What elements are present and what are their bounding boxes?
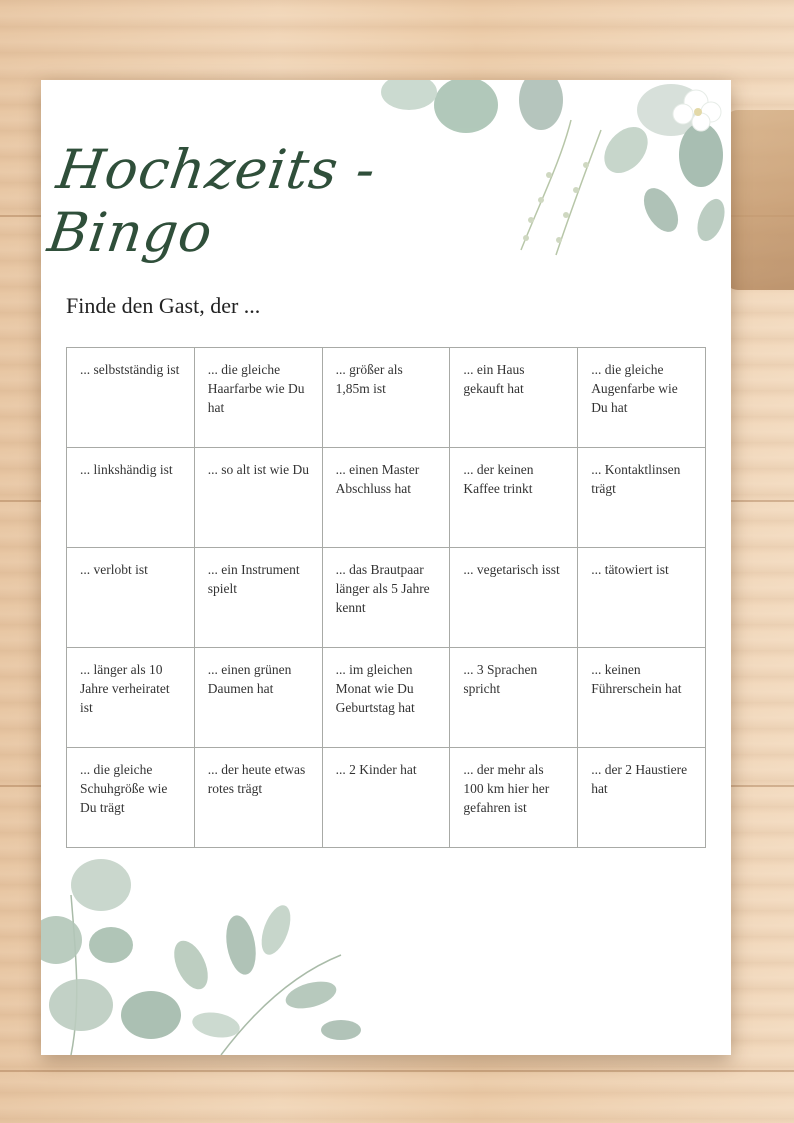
bingo-cell: ... der 2 Haustiere hat [578, 748, 706, 848]
bingo-row [67, 648, 706, 748]
bingo-cell: ... die gleiche Schuhgröße wie Du trägt [67, 748, 195, 848]
bingo-cell: ... so alt ist wie Du [194, 448, 322, 548]
bingo-cell: ... länger als 10 Jahre verheiratet ist [67, 648, 195, 748]
bingo-cell: ... einen grünen Daumen hat [194, 648, 322, 748]
wood-plank-seam [0, 1070, 794, 1072]
bingo-cell: ... 2 Kinder hat [322, 748, 450, 848]
bingo-cell: ... größer als 1,85m ist [322, 348, 450, 448]
bingo-cell: ... der keinen Kaffee trinkt [450, 448, 578, 548]
wooden-jar-prop [724, 110, 794, 290]
bingo-row [67, 748, 706, 848]
bingo-sheet [41, 80, 731, 1055]
bingo-row [67, 348, 706, 448]
bingo-cell: ... keinen Führerschein hat [578, 648, 706, 748]
bingo-cell: ... der heute etwas rotes trägt [194, 748, 322, 848]
bingo-cell: ... die gleiche Haarfarbe wie Du hat [194, 348, 322, 448]
bingo-cell: ... verlobt ist [67, 548, 195, 648]
bingo-row [67, 548, 706, 648]
bingo-cell: ... vegetarisch isst [450, 548, 578, 648]
bingo-cell: ... selbstständig ist [67, 348, 195, 448]
bingo-cell: ... der mehr als 100 km hier her gefahren ist [450, 748, 578, 848]
bingo-cell: ... das Brautpaar länger als 5 Jahre kennt [322, 548, 450, 648]
bingo-cell: ... linkshändig ist [67, 448, 195, 548]
eucalyptus-bottom-decoration [41, 855, 371, 1055]
bingo-cell: ... die gleiche Augenfarbe wie Du hat [578, 348, 706, 448]
bingo-cell: ... einen Master Abschluss hat [322, 448, 450, 548]
bingo-cell: ... tätowiert ist [578, 548, 706, 648]
bingo-cell: ... ein Instrument spielt [194, 548, 322, 648]
bingo-cell: ... ein Haus gekauft hat [450, 348, 578, 448]
bingo-cell: ... 3 Sprachen spricht [450, 648, 578, 748]
bingo-row [67, 448, 706, 548]
page-title: Hochzeits -Bingo [44, 138, 380, 264]
bingo-grid [66, 347, 706, 848]
bingo-cell: ... im gleichen Monat wie Du Geburtstag hat [322, 648, 450, 748]
bingo-cell: ... Kontaktlinsen trägt [578, 448, 706, 548]
page-subtitle: Finde den Gast, der ... [66, 293, 261, 318]
